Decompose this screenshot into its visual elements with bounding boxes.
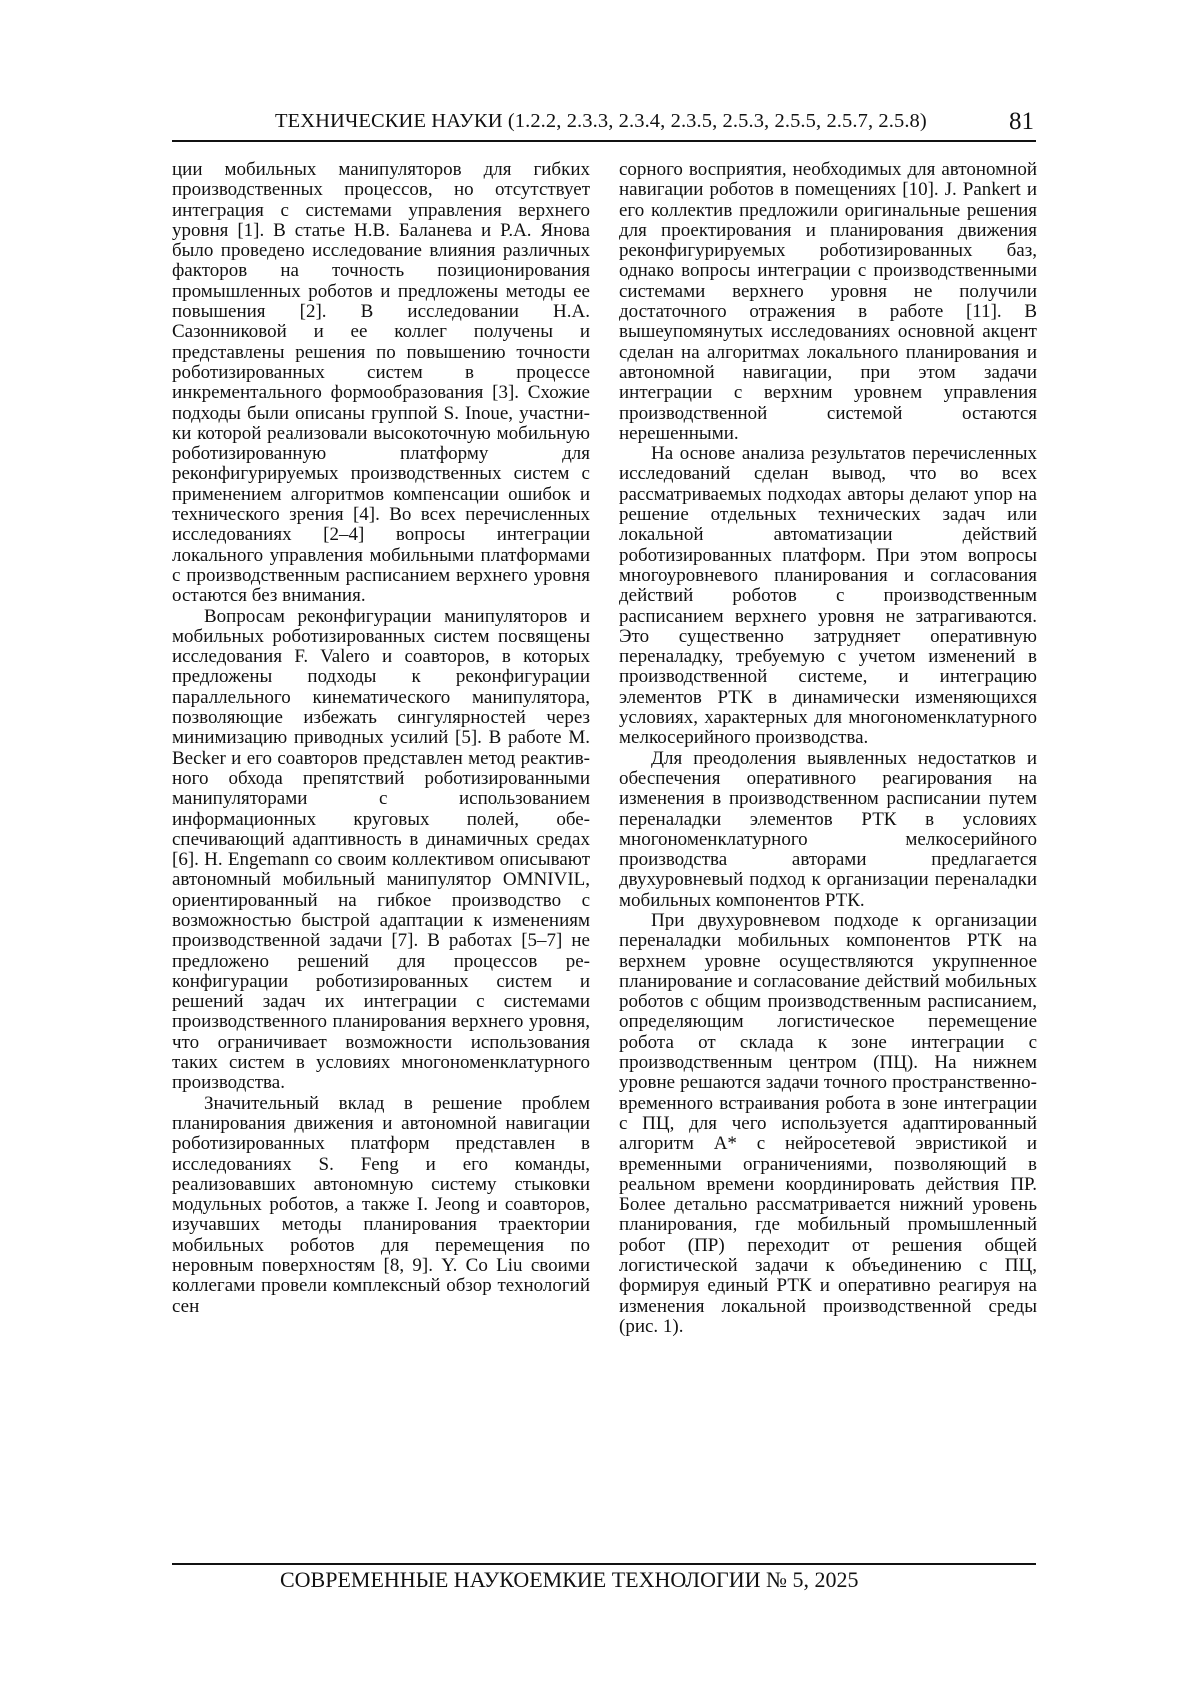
journal-issue: СОВРЕМЕННЫЕ НАУКОЕМКИЕ ТЕХНОЛОГИИ № 5, 2025 — [280, 1567, 859, 1592]
paragraph: Значительный вклад в решение проблем планирования движения и автономной навигации роботизированных платформ представлен в исследованиях S. Feng и его команды, реализовавших автономную систему стыковки модульных роботов, а также I. Jeong и соавторов, изучавших методы планирования траектории мобильных роботов для перемещения по неровным поверхностям [8, 9]. Y. Co Liu своими коллегами провели комплексный обзор технологий сен — [172, 1092, 590, 1317]
right-column — [619, 160, 1037, 1337]
paragraph: ции мобильных манипуляторов для гибких производственных процессов, но отсутствует интеграция с системами управления верхнего уровня [1]. В статье Н.В. Баланева и Р.А. Янова было проведено исследование влияния различных факторов на точность позиционирования промышленных роботов и предложены методы ее повышения [2]. В исследовании Н.А. Сазонниковой и ее коллег получены и представлены решения по повышению точности роботизированных систем в процессе инкрементального формообразования [3]. Схожие подходы были описаны группой S. Inoue, участники которой реализовали высокоточную мобильную роботизированную платформу для реконфигурируемых производственных систем с применением алгоритмов компенсации ошибок и технического зрения [4]. Во всех перечисленных исследованиях [2–4] вопросы интеграции локального управления мобильными платформами с производственным расписанием верхнего уровня остаются без внимания. — [172, 159, 590, 607]
running-footer — [172, 1563, 1036, 1592]
running-header — [172, 108, 1036, 142]
paragraph: Для преодоления выявленных недостатков и обеспечения оперативного реагирования на изменения в производственном расписании путем переналадки элементов РТК в условиях многономенклатурного мелкосерийного производства авторами предлагается двухуровневый подход к организации переналадки мобильных компонентов РТК. — [619, 747, 1037, 911]
paragraph: Вопросам реконфигурации манипуляторов и мобильных роботизированных систем посвящены исследования F. Valero и соавторов, в которых предложены подходы к реконфигурации параллельного кинематического манипулятора, позволяющие избежать сингулярностей через минимизацию приводных усилий [5]. В работе M. Becker и его соавторов представлен метод реактивного обхода препятствий роботизированными манипуляторами с использованием информационных круговых полей, обеспечивающий адаптивность в динамичных средах [6]. H. Engemann со своим коллективом описывают автономный мобильный манипулятор OMNIVIL, ориентированный на гибкое производство с возможностью быстрой адаптации к изменениям производственной задачи [7]. В работах [5–7] не предложено решений для процессов реконфигурации роботизированных систем и решений задач их интеграции с системами производственного планирования верхнего уровня, что ограничивает возможности использования таких систем в условиях многономенклатурного производства. — [172, 605, 590, 1094]
paragraph: На основе анализа результатов перечисленных исследований сделан вывод, что во всех рассматриваемых подходах авторы делают упор на решение отдельных технических задач или локальной автоматизации действий роботизированных платформ. При этом вопросы многоуровневого планирования и согласования действий роботов с производственным расписанием верхнего уровня не затрагиваются. Это существенно затрудняет оперативную переналадку, требуемую с учетом изменений в производственной системе, и интеграцию элементов РТК в динамически изменяющихся условиях, характерных для многономенклатурного мелкосерийного производства. — [619, 443, 1037, 749]
page-number: 81 — [1009, 108, 1034, 135]
section-title: ТЕХНИЧЕСКИЕ НАУКИ (1.2.2, 2.3.3, 2.3.4, 2.3.5, 2.5.3, 2.5.5, 2.5.7, 2.5.8) — [275, 110, 927, 132]
paragraph: При двухуровневом подходе к организации переналадки мобильных компонентов РТК на верхнем уровне осуществляются укрупненное планирование и согласование действий мобильных роботов с общим производственным расписанием, определяющим логистическое перемещение робота от склада к зоне интеграции с производственным центром (ПЦ). На нижнем уровне решаются задачи точного пространственно-временного встраивания робота в зоне интеграции с ПЦ, для чего используется адаптированный алгоритм A* с нейросетевой эвристикой и временными ограничениями, позволяющий в реальном времени координировать действия ПР. Более детально рассматривается нижний уровень планирования, где мобильный промышленный робот (ПР) переходит от решения общей логистической задачи к объединению с ПЦ, формируя единый РТК и оперативно реагируя на изменения локальной производственной среды (рис. 1). — [619, 909, 1037, 1337]
paragraph: сорного восприятия, необходимых для автономной навигации роботов в помещениях [10]. J. Pankert и его коллектив предложили оригинальные решения для проектирования и планирования движения реконфигурируемых роботизированных баз, однако вопросы интеграции с производственными системами верхнего уровня не получили достаточного отражения в работе [11]. В вышеупомянутых исследованиях основной акцент сделан на алгоритмах локального планирования и автономной навигации, при этом задачи интеграции с верхним уровнем управления производственной системой остаются нерешенными. — [619, 159, 1037, 444]
left-column — [172, 160, 590, 1317]
